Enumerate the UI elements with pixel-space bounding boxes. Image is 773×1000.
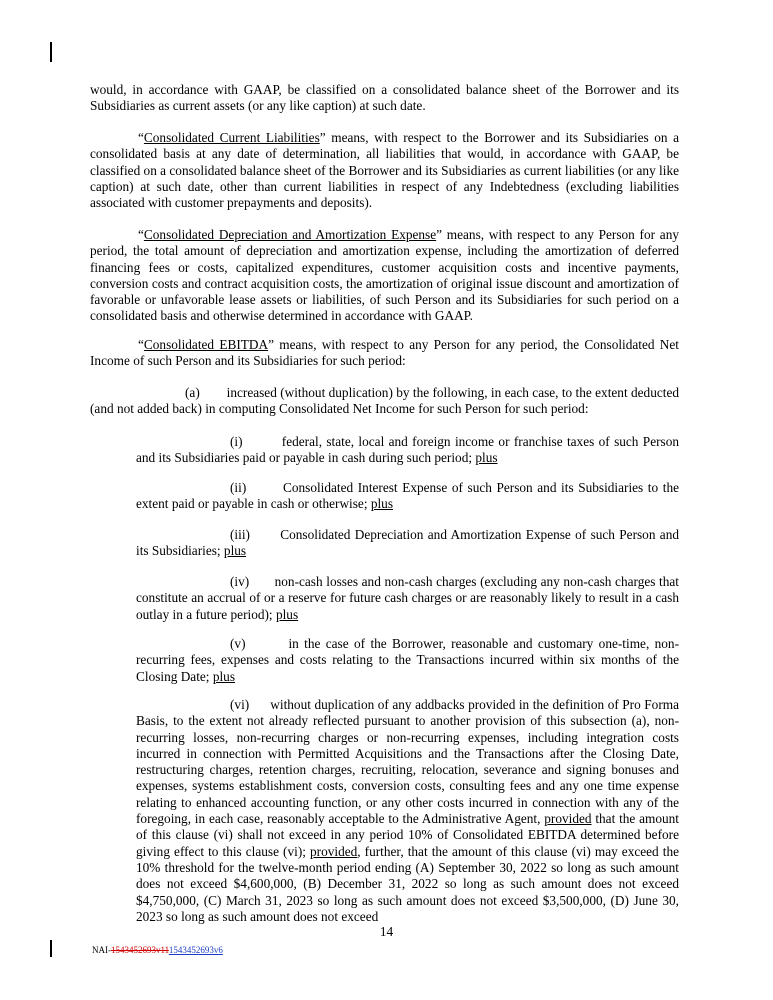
deleted-version: 1543452693v11 bbox=[111, 945, 169, 955]
clause-label: (iv) bbox=[230, 574, 250, 589]
clause-label: (i) bbox=[230, 434, 243, 449]
definition-consolidated-current-liabilities: “Consolidated Current Liabilities” means, with respect to the Borrower and its Subsidiaries on a consolidated basis at any date of determination, all liabilities that would, in accordance with GAAP, be classified on a consolidated balance sheet of the Borrower and its Subsidiaries as current liabilities (or any like caption) at such date, other than current liabilities in respect of any Indebtedness (excluding liabilities associated with customer prepayments and deposits). bbox=[90, 130, 679, 211]
definition-consolidated-depreciation: “Consolidated Depreciation and Amortization Expense” means, with respect to any Person for any period, the total amount of depreciation and amortization expense, including the amortization of deferred financing fees or costs, capitalized expenditures, customer acquisition costs and incentive payments, conversion costs and contract acquisition costs, the amortization of original issue discount and amortization of favorable or unfavorable lease assets or liabilities, of such Person and its Subsidiaries for such period on a consolidated basis and otherwise determined in accordance with GAAP. bbox=[90, 227, 679, 324]
clause-vi: (vi) without duplication of any addbacks provided in the definition of Pro Forma Basis, to the extent not already reflected pursuant to another provision of this subsection (a), non-recurring losses, non-recurring charges or non-recurring expenses, including integration costs incurred in connection with Permitted Acquisitions and the Transactions after the Closing Date, restructuring charges, retention charges, recruiting, relocation, severance and signing bonuses and expenses, systems establishment costs, conversion costs, consulting fees and any one time expense relating to enhanced accounting function, or any other costs incurred in connection with any of the foregoing, in each case, reasonably acceptable to the Administrative Agent, provided that the amount of this clause (vi) shall not exceed in any period 10% of Consolidated EBITDA determined before giving effect to this clause (vi); provided, further, that the amount of this clause (vi) may exceed the 10% threshold for the twelve-month period ending (A) September 30, 2022 so long as such amount does not exceed $4,600,000, (B) December 31, 2022 so long as such amount does not exceed $4,750,000, (C) March 31, 2023 so long as such amount does not exceed $3,500,000, (D) June 30, 2023 so long as such amount does not exceed bbox=[136, 697, 680, 924]
clause-i: (i) federal, state, local and foreign income or franchise taxes of such Person and its Subsidiaries paid or payable in cash during such period; plus bbox=[136, 434, 679, 466]
defined-term: Consolidated Current Liabilities bbox=[143, 130, 320, 145]
paragraph-current-assets-end: would, in accordance with GAAP, be classified on a consolidated balance sheet of the Borrower and its Subsidiaries as current assets (or any like caption) at such date. bbox=[90, 82, 679, 114]
change-bar-bottom bbox=[50, 940, 52, 957]
clause-ii: (ii) Consolidated Interest Expense of such Person and its Subsidiaries to the extent paid or payable in cash or otherwise; plus bbox=[136, 480, 679, 512]
clause-label: (a) bbox=[185, 385, 200, 400]
clause-a: (a) increased (without duplication) by the following, in each case, to the extent deducted (and not added back) in computing Consolidated Net Income for such Person for such period: bbox=[90, 385, 679, 417]
clause-iv: (iv) non-cash losses and non-cash charges (excluding any non-cash charges that constitute an accrual of or a reserve for future cash charges or are reasonably likely to result in a cash outlay in a future period); plus bbox=[136, 574, 679, 622]
clause-label: (ii) bbox=[230, 480, 247, 495]
definition-consolidated-ebitda: “Consolidated EBITDA” means, with respect to any Person for any period, the Consolidated Net Income of such Person and its Subsidiaries for such period: bbox=[90, 337, 679, 369]
defined-term: Consolidated EBITDA bbox=[143, 337, 269, 352]
defined-term: Consolidated Depreciation and Amortization Expense bbox=[143, 227, 437, 242]
clause-label: (iii) bbox=[230, 527, 250, 542]
change-bar-top bbox=[50, 42, 52, 62]
clause-label: (vi) bbox=[230, 697, 250, 712]
clause-label: (v) bbox=[230, 636, 246, 651]
clause-iii: (iii) Consolidated Depreciation and Amortization Expense of such Person and its Subsidiaries; plus bbox=[136, 527, 679, 559]
page-number: 14 bbox=[379, 924, 394, 939]
clause-v: (v) in the case of the Borrower, reasonable and customary one-time, non-recurring fees, expenses and costs relating to the Transactions incurred within six months of the Closing Date; plus bbox=[136, 636, 680, 684]
inserted-version: 1543452693v6 bbox=[168, 945, 223, 955]
document-id-footer: NAI-1543452693v111543452693v6 bbox=[92, 945, 223, 955]
